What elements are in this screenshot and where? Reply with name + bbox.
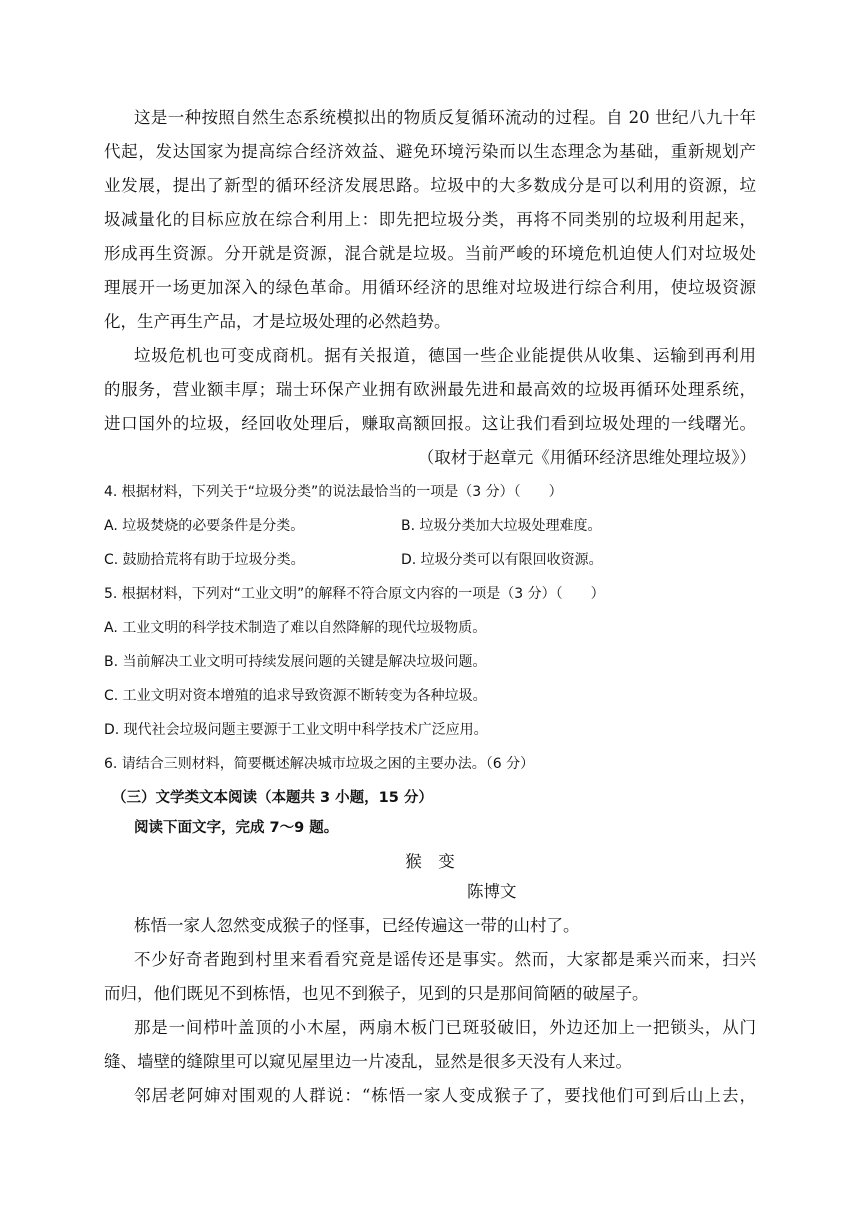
passage-source: （取材于赵章元《用循环经济思维处理垃圾》）: [417, 448, 756, 467]
question-4-option-d: D. 垃圾分类可以有限回收资源。: [401, 552, 603, 568]
passage-line: 垃圾危机也可变成商机。据有关报道，德国一些企业能提供从收集、运输到再利用: [134, 346, 756, 365]
story-line: 不少好奇者跑到村里来看看究竟是谣传还是事实。然而，大家都是乘兴而来，扫兴: [134, 950, 756, 969]
question-4-option-a: A. 垃圾焚烧的必要条件是分类。: [104, 518, 305, 534]
story-line: 缝、墙壁的缝隙里可以窥见屋里边一片凌乱，显然是很多天没有人来过。: [104, 1052, 632, 1071]
question-5-option-b: B. 当前解决工业文明可持续发展问题的关键是解决垃圾问题。: [104, 654, 487, 670]
section-heading: （三）文学类文本阅读（本题共 3 小题，15 分）: [112, 790, 433, 806]
question-5-option-d: D. 现代社会垃圾问题主要源于工业文明中科学技术广泛应用。: [104, 722, 488, 738]
question-6-stem: 6. 请结合三则材料，简要概述解决城市垃圾之困的主要办法。（6 分）: [104, 756, 535, 772]
question-4-option-b: B. 垃圾分类加大垃圾处理难度。: [401, 518, 602, 534]
passage-line: 这是一种按照自然生态系统模拟出的物质反复循环流动的过程。自 20 世纪八九十年: [134, 108, 756, 127]
question-5-stem: 5. 根据材料，下列对“工业文明”的解释不符合原文内容的一项是（3 分）（ ）: [104, 586, 605, 602]
passage-line: 代起，发达国家为提高综合经济效益、避免环境污染而以生态理念为基础，重新规划产: [104, 142, 756, 161]
story-line: 那是一间栉叶盖顶的小木屋，两扇木板门已斑驳破旧，外边还加上一把锁头，从门: [134, 1018, 756, 1037]
story-title: 猴 变: [405, 852, 455, 871]
passage-line: 进口国外的垃圾，经回收处理后，赚取高额回报。这让我们看到垃圾处理的一线曙光。: [104, 414, 756, 433]
passage-line: 业发展，提出了新型的循环经济发展思路。垃圾中的大多数成分是可以利用的资源，垃: [104, 176, 756, 195]
story-author: 陈博文: [467, 882, 517, 901]
passage-line: 的服务，营业额丰厚；瑞士环保产业拥有欧洲最先进和最高效的垃圾再循环处理系统，: [104, 380, 756, 399]
story-line: 邻居老阿婶对围观的人群说：“栋悟一家人变成猴子了，要找他们可到后山上去，: [134, 1086, 756, 1105]
passage-line: 化，生产再生产品，才是垃圾处理的必然趋势。: [104, 312, 451, 331]
question-5-option-a: A. 工业文明的科学技术制造了难以自然降解的现代垃圾物质。: [104, 620, 487, 636]
story-line: 栋悟一家人忽然变成猴子的怪事，已经传遍这一带的山村了。: [134, 916, 580, 935]
passage-line: 形成再生资源。分开就是资源，混合就是垃圾。当前严峻的环境危机迫使人们对垃圾处: [104, 244, 756, 263]
passage-line: 圾减量化的目标应放在综合利用上：即先把垃圾分类，再将不同类别的垃圾利用起来，: [104, 210, 756, 229]
passage-line: 理展开一场更加深入的绿色革命。用循环经济的思维对垃圾进行综合利用，使垃圾资源: [104, 278, 756, 297]
question-4-stem: 4. 根据材料，下列关于“垃圾分类”的说法最恰当的一项是（3 分）（ ）: [104, 484, 563, 500]
question-5-option-c: C. 工业文明对资本增殖的追求导致资源不断转变为各种垃圾。: [104, 688, 487, 704]
story-line: 而归，他们既见不到栋悟，也见不到猴子，见到的只是那间简陋的破屋子。: [104, 984, 649, 1003]
question-4-option-c: C. 鼓励拾荒将有助于垃圾分类。: [104, 552, 305, 568]
section-instruction: 阅读下面文字，完成 7～9 题。: [134, 820, 339, 836]
